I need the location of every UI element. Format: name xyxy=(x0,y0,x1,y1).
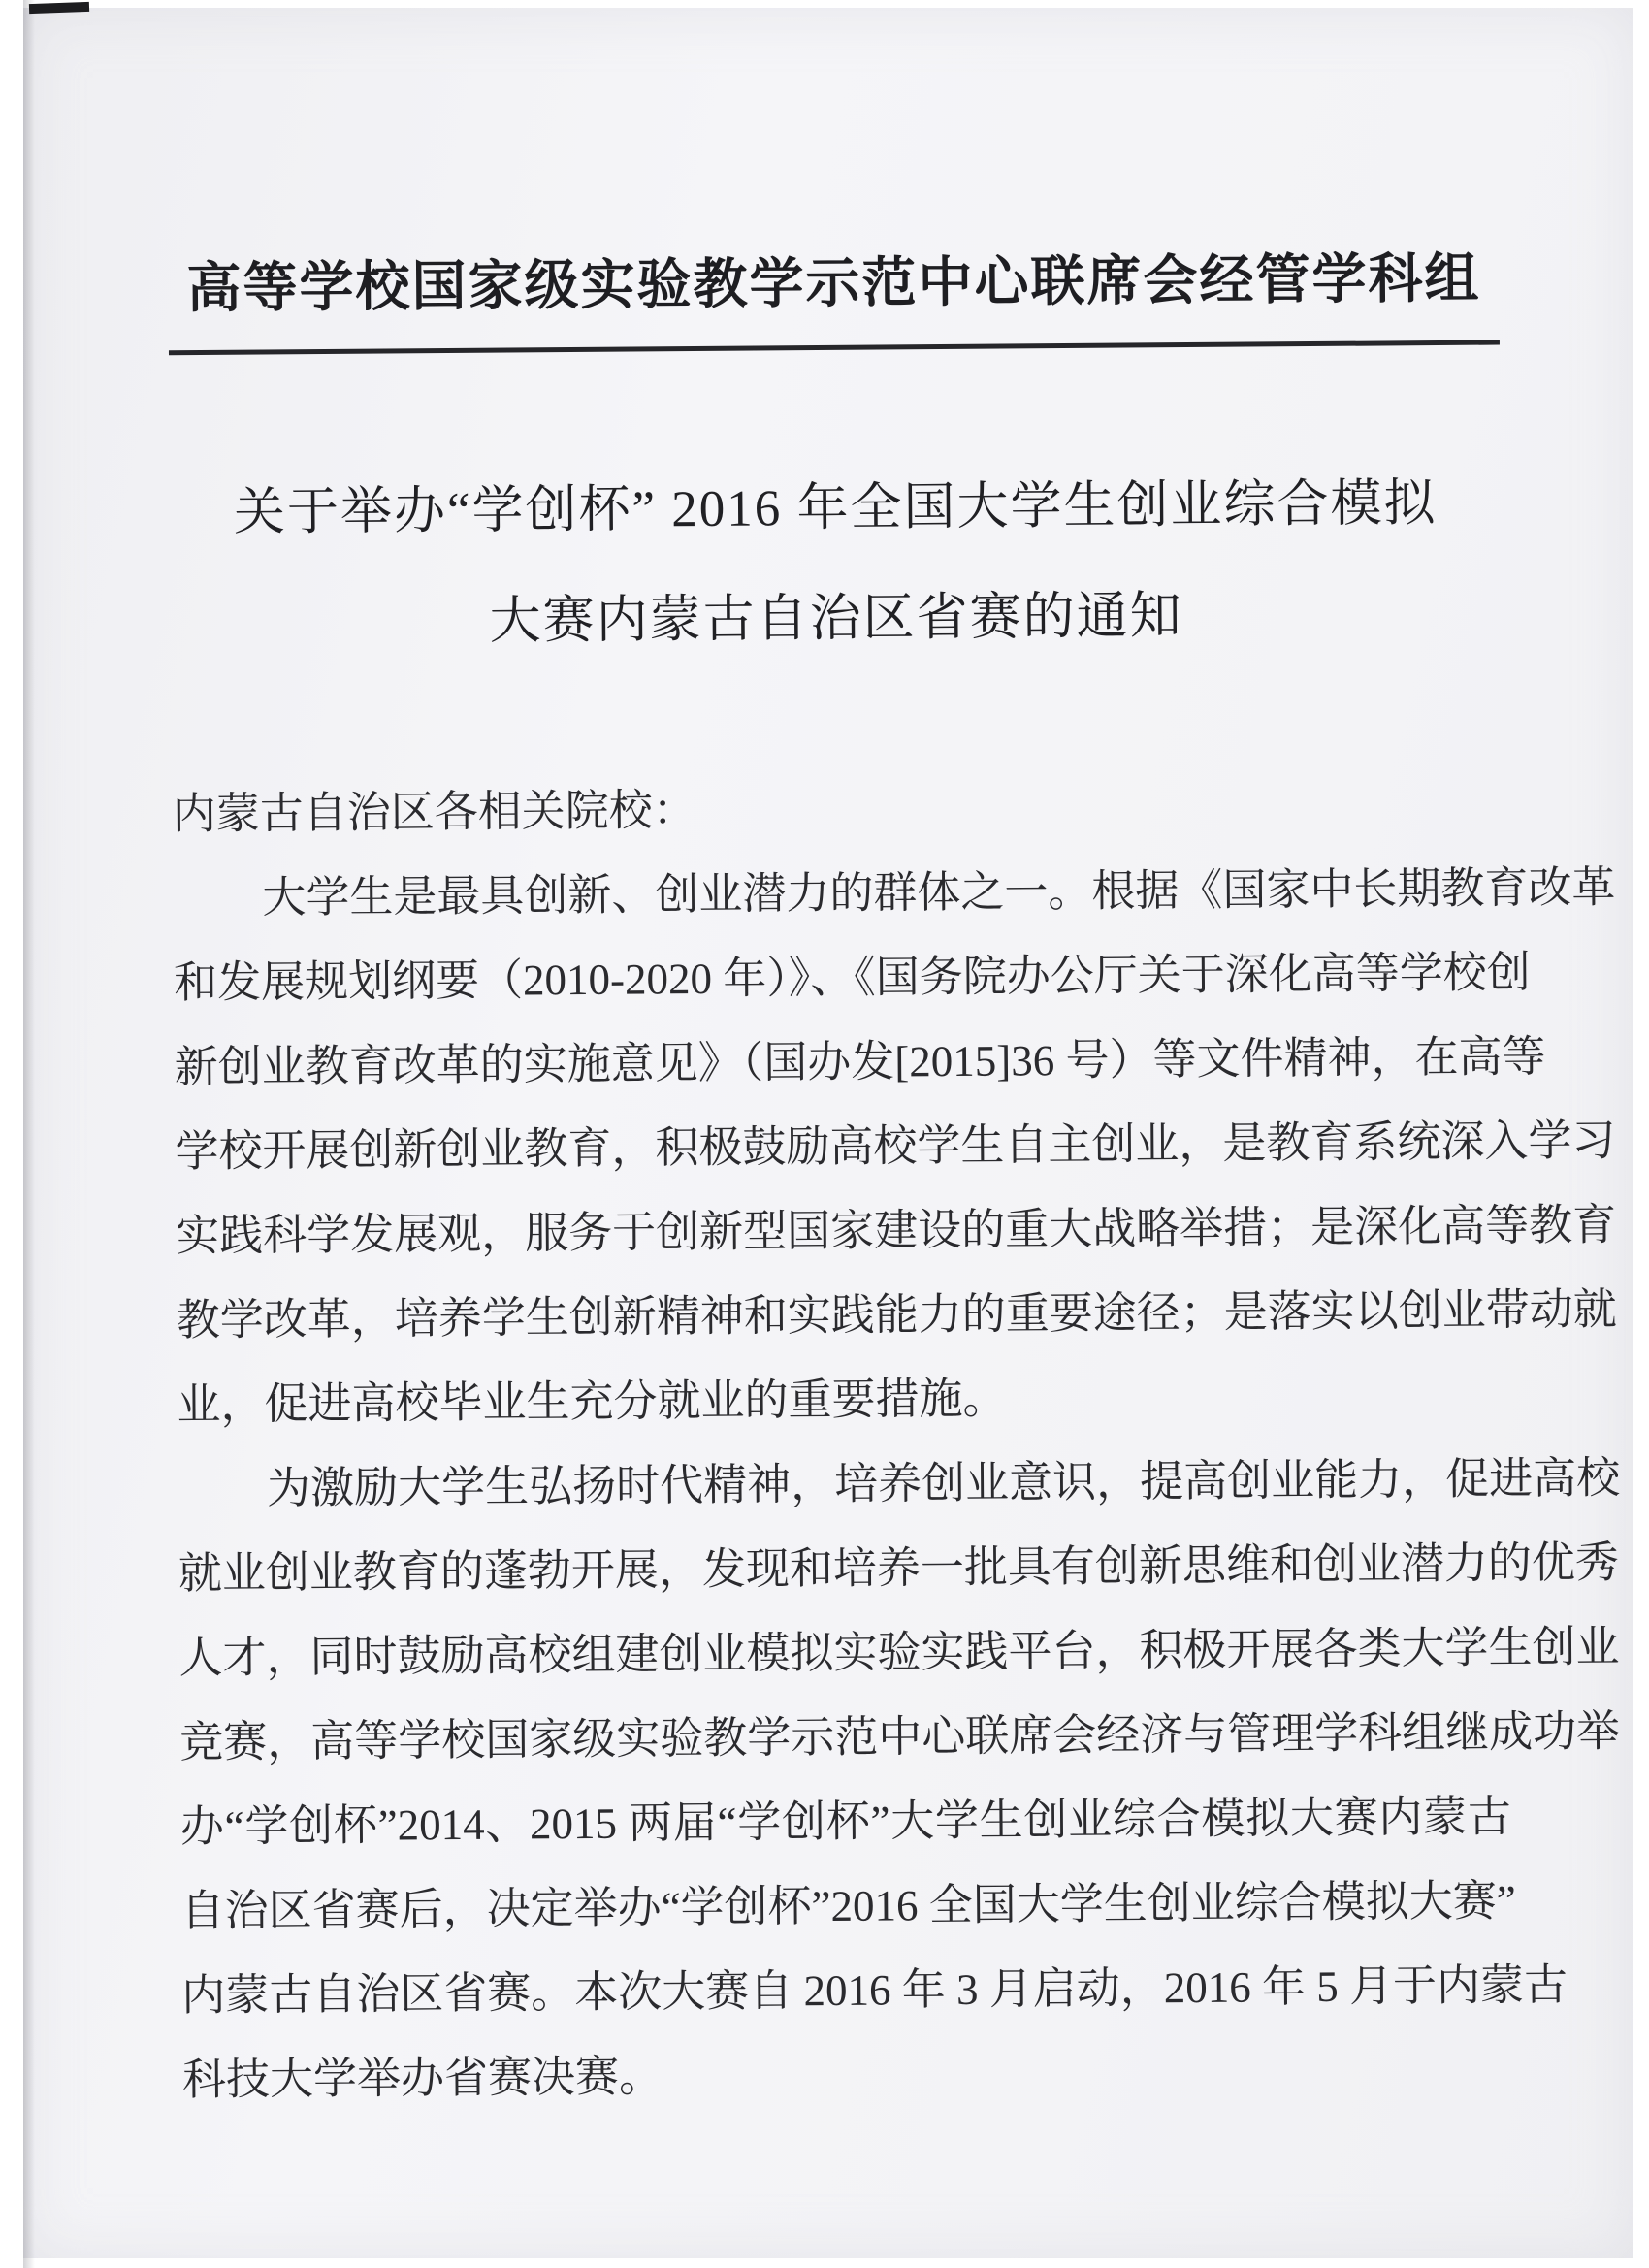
body-line: 就业创业教育的蓬勃开展，发现和培养一批具有创新思维和创业潜力的优秀 xyxy=(178,1538,1620,1599)
document-header-org: 高等学校国家级实验教学示范中心联席会经管学科组 xyxy=(186,248,1481,320)
body-line: 办“学创杯”2014、2015 两届“学创杯”大学生创业综合模拟大赛内蒙古 xyxy=(179,1792,1512,1852)
document-body xyxy=(172,762,1621,2123)
body-line: 学校开展创新创业教育，积极鼓励高校学生自主创业，是教育系统深入学习 xyxy=(175,1116,1616,1177)
document-title-line1: 关于举办“学创杯” 2016 年全国大学生创业综合模拟 xyxy=(233,475,1438,541)
body-line: 新创业教育改革的实施意见》（国办发[2015]36 号）等文件精神，在高等 xyxy=(174,1032,1546,1092)
body-line: 科技大学举办省赛决赛。 xyxy=(181,2052,663,2105)
salutation-line: 内蒙古自治区各相关院校： xyxy=(172,786,696,839)
body-line: 内蒙古自治区省赛。本次大赛自 2016 年 3 月启动，2016 年 5 月于内蒙古 xyxy=(181,1960,1568,2021)
body-line: 和发展规划纲要（2010-2020 年）》、《国务院办公厅关于深化高等学校创 xyxy=(173,948,1531,1008)
body-line: 竞赛，高等学校国家级实验教学示范中心联席会经济与管理学科组继成功举 xyxy=(179,1706,1621,1767)
body-line: 人才，同时鼓励高校组建创业模拟实验实践平台，积极开展各类大学生创业 xyxy=(178,1622,1620,1683)
body-line: 实践科学发展观，服务于创新型国家建设的重大战略举措；是深化高等教育 xyxy=(175,1200,1617,1261)
body-line: 业，促进高校毕业生充分就业的重要措施。 xyxy=(177,1374,1007,1430)
header-divider-rule xyxy=(169,340,1500,356)
document-title xyxy=(170,448,1503,680)
body-line: 为激励大学生弘扬时代精神，培养创业意识，提高创业能力，促进高校 xyxy=(266,1453,1621,1513)
body-line: 自治区省赛后，决定举办“学创杯”2016 全国大学生创业综合模拟大赛” xyxy=(180,1876,1516,1936)
document-title-line2: 大赛内蒙古自治区省赛的通知 xyxy=(489,588,1183,650)
body-line: 教学改革，培养学生创新精神和实践能力的重要途径；是落实以创业带动就 xyxy=(176,1284,1617,1345)
body-line: 大学生是最具创新、创业潜力的群体之一。根据《国家中长期教育改革 xyxy=(262,862,1616,923)
